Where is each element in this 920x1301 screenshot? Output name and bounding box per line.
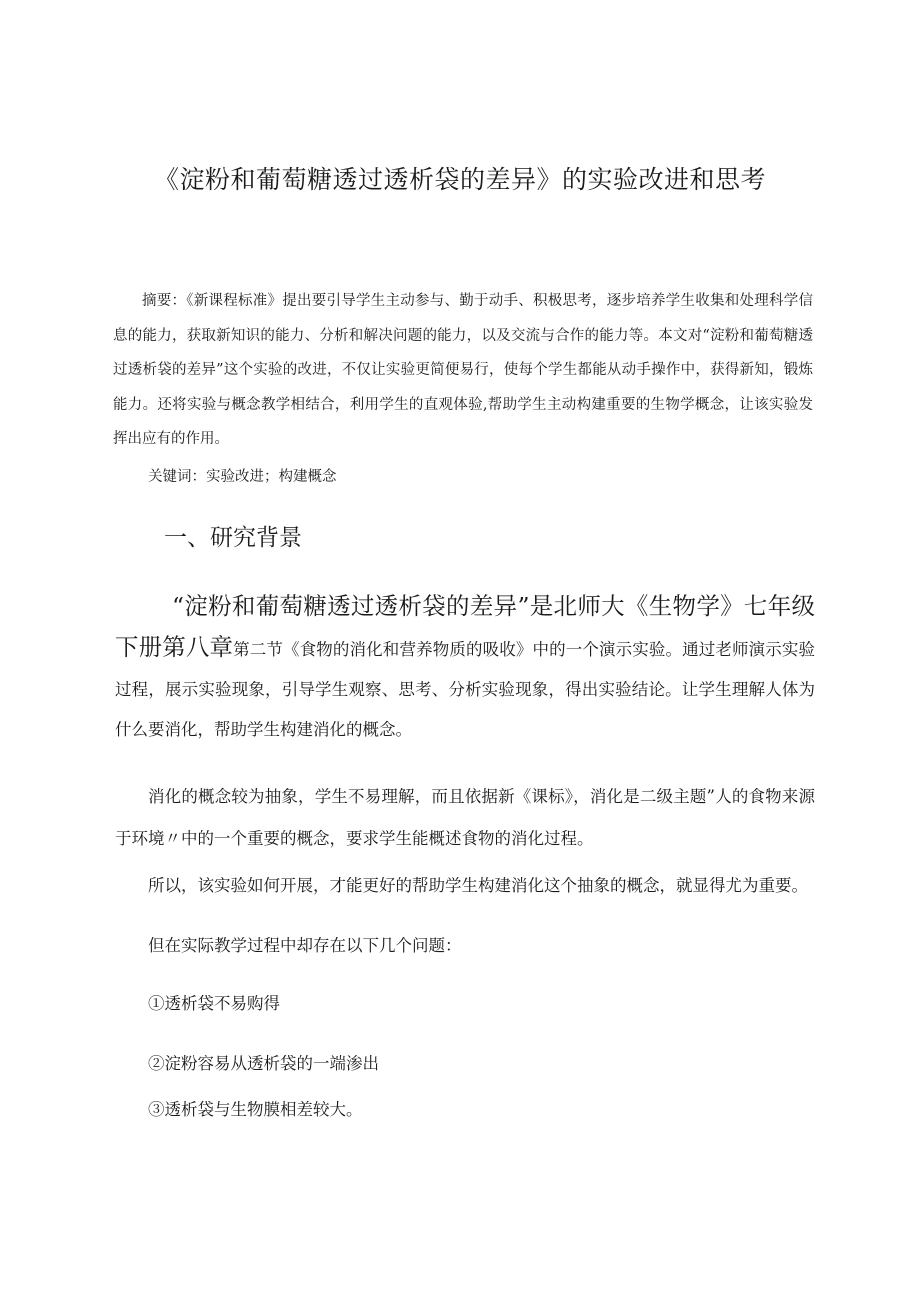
- problem-item-1: ①透析袋不易购得: [148, 994, 280, 1013]
- keywords-line: 关键词：实验改进；构建概念: [148, 469, 337, 485]
- background-paragraph-2: 消化的概念较为抽象，学生不易理解，而且依据新《课标》，消化是二级主题”人的食物来源于环境〃中的一个重要的概念，要求学生能概述食物的消化过程。: [115, 787, 815, 848]
- problem-item-3: ③透析袋与生物膜相差较大。: [148, 1100, 363, 1119]
- abstract-paragraph: 摘要：《新课程标准》提出要引导学生主动参与、勤于动手、积极思考，逐步培养学生收集和处理科学信息的能力，获取新知识的能力、分析和解决问题的能力，以及交流与合作的能力等。本文对“淀粉和葡萄糖透过透析袋的差异”这个实验的改进，不仅让实验更简便易行，使每个学生都能从动手操作中，获得新知，锻炼能力。还将实验与概念教学相结合，利用学生的直观体验,帮助学生主动构建重要的生物学概念，让该实验发挥出应有的作用。: [113, 293, 813, 447]
- paragraph-1-rest: 第二节《食物的消化和营养物质的吸收》中的一个演示实验。通过老师演示实验过程，展示实验现象，引导学生观察、思考、分析实验现象，得出实验结论。让学生理解人体为什么要消化，帮助学生构建消化的概念。: [115, 640, 816, 739]
- paragraph-1-intro: “淀粉和葡萄糖透过透析袋的差异”是北师大《生物学》七年级下册第八章: [115, 592, 815, 661]
- background-paragraph-4: 但在实际教学过程中却存在以下几个问题：: [148, 936, 462, 955]
- problem-item-2: ②淀粉容易从透析袋的一端渗出: [148, 1054, 379, 1073]
- background-paragraph-1: [115, 587, 815, 750]
- section-heading: 一、研究背景: [164, 525, 302, 551]
- document-title: 《淀粉和葡萄糖透过透析袋的差异》的实验改进和思考: [153, 165, 766, 194]
- background-paragraph-3: 所以，该实验如何开展，才能更好的帮助学生构建消化这个抽象的概念，就显得尤为重要。: [148, 876, 808, 895]
